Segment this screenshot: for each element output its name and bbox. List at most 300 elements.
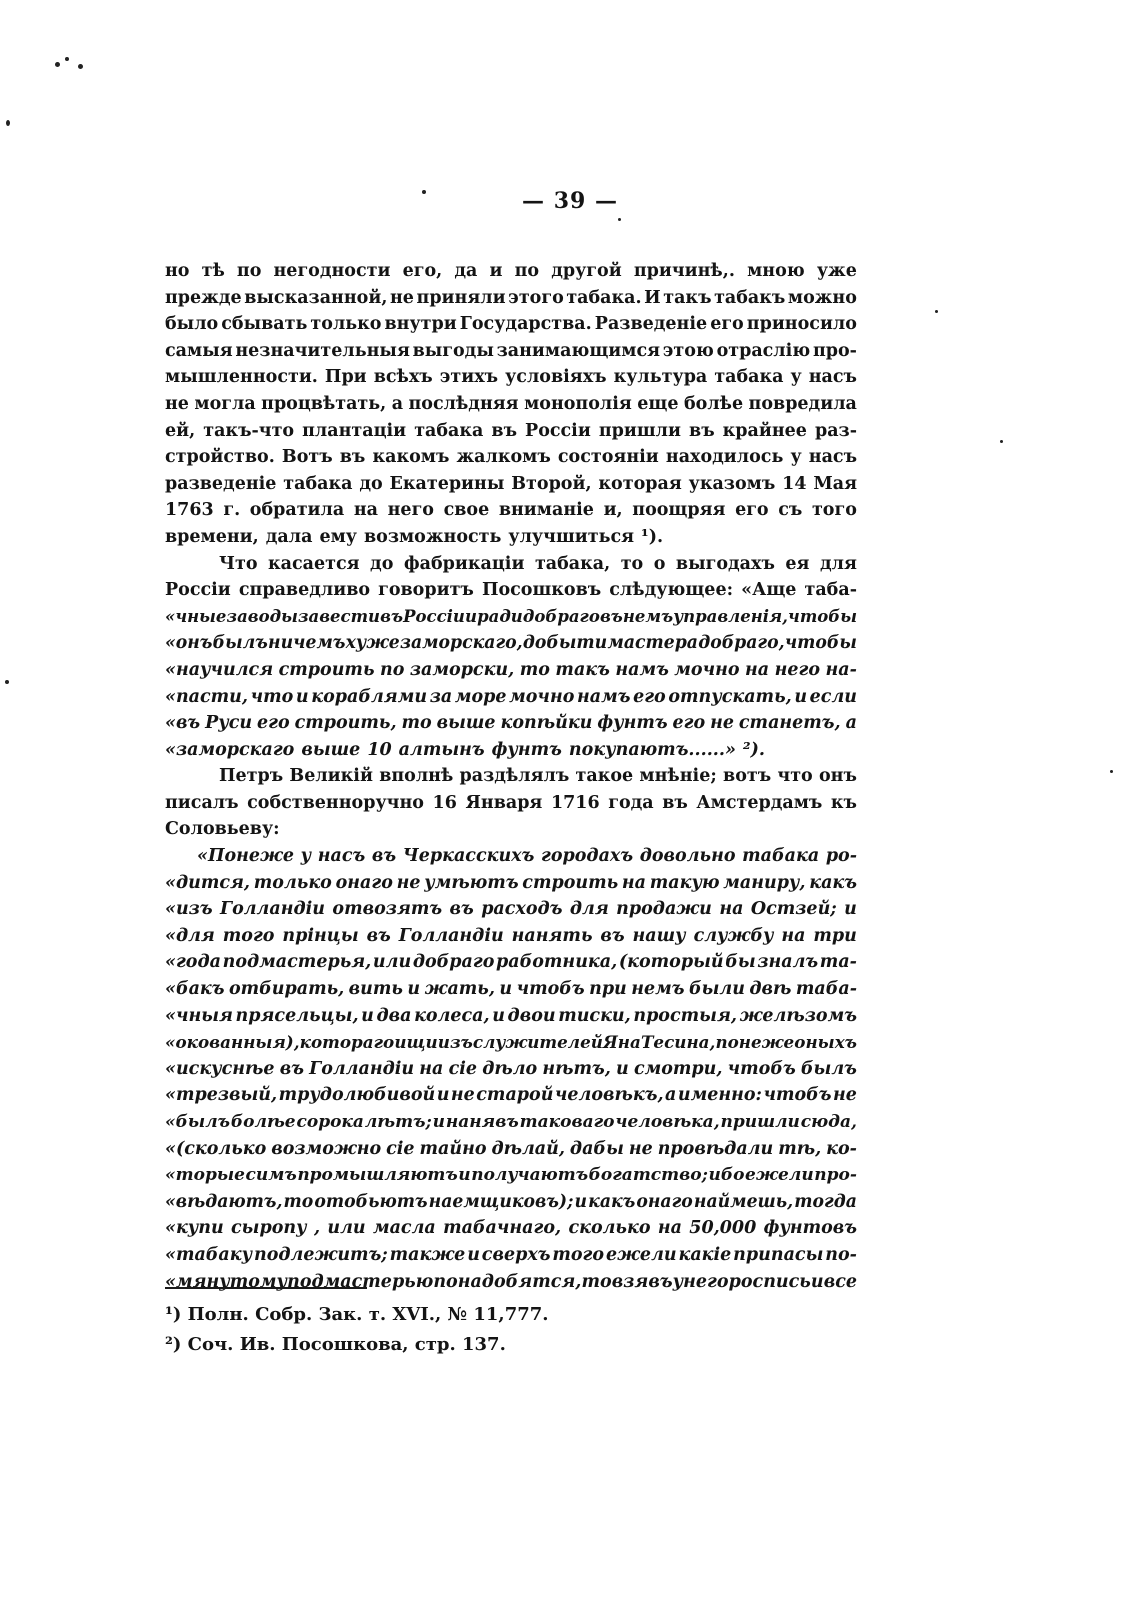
word: бы — [725, 952, 756, 973]
word: выше — [436, 713, 496, 734]
word: таба- — [804, 580, 857, 601]
word: обратила — [249, 500, 345, 521]
text-line — [165, 1029, 857, 1056]
word: «былъ — [165, 1112, 231, 1132]
word: находилось — [665, 447, 784, 468]
word: монополія — [524, 393, 632, 414]
word: отпускать, — [668, 686, 792, 707]
word: выше — [301, 739, 361, 760]
word: ему — [319, 526, 357, 547]
word: раз- — [814, 420, 857, 441]
footnote-1: ¹) Полн. Собр. Зак. т. XVI., № 11,777. — [165, 1304, 549, 1325]
word: табака — [714, 367, 784, 388]
word: городахъ — [540, 846, 634, 867]
word: жалкомъ — [456, 447, 551, 468]
word: насъ — [808, 367, 857, 388]
word: уже — [816, 261, 857, 281]
word: вниманіе — [498, 500, 594, 521]
scan-speck — [422, 190, 426, 194]
word: и — [432, 1112, 445, 1132]
word: сверхъ — [481, 1244, 551, 1265]
word: два — [376, 1005, 412, 1026]
text-line — [165, 870, 857, 897]
word: мочно — [509, 686, 575, 707]
text-line — [165, 364, 857, 391]
word: при — [589, 979, 627, 1000]
word: такъ-что — [203, 420, 295, 441]
word: условіяхъ — [505, 367, 607, 388]
word: въ — [491, 420, 517, 441]
word: чтобъ — [516, 979, 585, 1000]
word: смотри, — [633, 1058, 723, 1079]
word: ежели — [745, 1165, 814, 1186]
text-line — [165, 1136, 857, 1163]
word: но — [165, 261, 190, 281]
word: Второй, — [511, 473, 592, 494]
word: его — [633, 686, 666, 707]
word: вполнѣ — [379, 766, 454, 787]
word: масла — [372, 1218, 436, 1239]
word: него — [774, 659, 821, 680]
word: другой — [551, 261, 622, 281]
word: у — [300, 846, 312, 867]
word: подмастерью — [287, 1271, 434, 1292]
word: фунтъ — [597, 713, 668, 734]
word: немъ — [622, 606, 674, 626]
word: добраго, — [698, 633, 785, 654]
text-line — [165, 285, 857, 312]
word: заморски, — [409, 659, 515, 680]
word: былъ — [212, 633, 268, 654]
text-line — [165, 1269, 857, 1296]
word: копѣйки — [500, 713, 593, 734]
word: въ — [599, 606, 623, 626]
word: завести — [297, 606, 381, 626]
text-line — [165, 497, 857, 524]
word: двѣ — [749, 979, 792, 1000]
word: табака. — [566, 287, 642, 308]
word: «табаку — [165, 1244, 253, 1265]
word: Петръ — [219, 766, 284, 787]
word: вить — [348, 979, 403, 1000]
word: двои — [507, 1005, 556, 1026]
word: для — [819, 553, 857, 574]
text-line — [165, 551, 857, 578]
word: то — [620, 553, 644, 574]
word: пришли — [720, 1112, 800, 1132]
word: что — [777, 766, 813, 787]
word: по — [236, 261, 262, 281]
word: въ — [279, 1058, 304, 1079]
word: та- — [819, 952, 857, 973]
word: котораго — [299, 1032, 395, 1053]
word: 16 — [432, 792, 457, 813]
word: на- — [825, 659, 857, 680]
word: ищи — [394, 1032, 438, 1053]
word: на — [719, 899, 744, 920]
word: промышляютъ — [297, 1165, 458, 1186]
word: «Аще — [741, 580, 797, 601]
word: улучшиться — [508, 526, 635, 547]
word: чтобы — [784, 633, 857, 654]
scan-speck — [5, 680, 9, 684]
word: отвозятъ — [332, 899, 443, 920]
text-line — [165, 471, 857, 498]
word: еще — [637, 393, 679, 414]
word: въ — [366, 925, 391, 946]
word: «пасти, — [165, 686, 248, 707]
word: оныхъ — [794, 1032, 857, 1053]
word: не — [710, 713, 734, 734]
word: именно: — [677, 1085, 762, 1106]
word: раздѣлялъ — [459, 766, 570, 787]
word: состояніи — [557, 447, 659, 468]
word: да — [454, 261, 478, 281]
word: отбирать, — [228, 979, 345, 1000]
word: какіе — [678, 1244, 732, 1265]
word: человѣкъ, — [554, 1085, 664, 1106]
word: самыя — [165, 340, 233, 361]
word: Руси — [205, 713, 253, 734]
word: «заморскаго — [165, 739, 295, 760]
word: Россіи — [165, 580, 231, 601]
word: онаго — [335, 872, 393, 893]
word: у — [672, 1271, 684, 1292]
word: въ — [449, 899, 474, 920]
word: то — [581, 1271, 612, 1292]
word: такую — [649, 872, 720, 893]
word: разведеніе — [165, 473, 277, 494]
word: на — [419, 1058, 444, 1079]
word: его — [735, 500, 769, 521]
word: расходъ — [481, 899, 563, 920]
word: крайнее — [722, 420, 807, 441]
word: а — [391, 393, 404, 414]
word: въ — [689, 420, 715, 441]
word: чтобъ — [763, 1085, 832, 1106]
word: Соловьеву: — [165, 819, 280, 840]
word: и — [492, 1005, 505, 1026]
word: человѣка, — [615, 1112, 720, 1132]
word: Яна — [603, 1032, 641, 1053]
word: чтобы — [788, 606, 857, 626]
text-line — [165, 1162, 857, 1189]
word: возможно — [271, 1138, 382, 1159]
word: болѣе — [230, 1112, 296, 1132]
text-line — [165, 949, 857, 976]
text-line — [165, 684, 857, 711]
word: наймешь, — [693, 1191, 794, 1212]
word: и, — [603, 500, 623, 521]
word: такъ — [663, 287, 712, 308]
word: нѣтъ, — [542, 1058, 611, 1079]
scan-speck — [618, 218, 621, 221]
word: продажи — [616, 899, 712, 920]
word: на — [657, 1218, 682, 1239]
word: если — [809, 686, 857, 707]
word: наемщиковъ); — [428, 1191, 574, 1212]
word: и — [574, 1191, 588, 1212]
word: до — [359, 473, 383, 494]
word: и — [794, 686, 808, 707]
word: на — [781, 925, 806, 946]
word: припасы — [733, 1244, 824, 1265]
word: послѣдняя — [408, 393, 519, 414]
word: Мая — [813, 473, 857, 494]
word: изъ — [437, 1032, 473, 1053]
word: на — [353, 500, 378, 521]
word: «бакъ — [165, 979, 225, 1000]
word: ро- — [825, 846, 857, 867]
scan-speck — [55, 62, 60, 67]
word: прінцы — [282, 925, 359, 946]
word: «мянутому — [165, 1271, 288, 1292]
word: «(сколько — [165, 1138, 267, 1159]
word: таковаго — [519, 1112, 615, 1132]
word: отобьютъ — [314, 1191, 428, 1212]
word: ¹). — [641, 526, 664, 547]
word: таба- — [795, 979, 857, 1000]
word: онъ — [818, 766, 857, 787]
word: «для — [165, 925, 215, 946]
word: въ — [371, 846, 397, 867]
scan-speck — [1000, 440, 1003, 443]
text-line — [165, 923, 857, 950]
word: него — [683, 1271, 729, 1292]
word: нашу — [632, 925, 686, 946]
word: Посошковъ — [481, 580, 602, 601]
word: «чные — [165, 606, 227, 626]
word: насъ — [808, 447, 857, 468]
text-line — [165, 1215, 857, 1242]
word: «изъ — [165, 899, 213, 920]
word: и — [844, 899, 857, 920]
word: (который — [618, 952, 724, 973]
text-line — [165, 816, 857, 843]
word: процвѣтать, — [261, 393, 387, 414]
word: намъ — [615, 659, 669, 680]
word: 10 — [367, 739, 392, 760]
word: сыропу — [231, 1218, 307, 1239]
word: «онъ — [165, 633, 213, 654]
word: службу — [693, 925, 774, 946]
word: лѣтъ; — [364, 1112, 432, 1132]
word: занимающимся — [496, 340, 661, 361]
word: Голландіи — [219, 899, 325, 920]
word: ко- — [826, 1138, 857, 1159]
word: а — [665, 1085, 677, 1106]
text-line — [165, 524, 857, 551]
word: ибо — [708, 1165, 745, 1186]
word: высказанной, — [244, 287, 388, 308]
word: табака — [414, 420, 484, 441]
word: Россіи — [525, 420, 591, 441]
word: «научился — [165, 659, 274, 680]
word: него — [387, 500, 434, 521]
word: фунтъ — [491, 739, 562, 760]
text-line — [165, 444, 857, 471]
word: тѣ — [201, 261, 225, 281]
word: и — [436, 1085, 450, 1106]
word: взявъ — [611, 1271, 673, 1292]
word: на — [621, 872, 647, 893]
word: только — [310, 314, 382, 335]
word: его — [672, 713, 706, 734]
word: возможность — [363, 526, 502, 547]
word: того — [222, 925, 275, 946]
word: у — [790, 447, 802, 468]
word: ничемъ — [268, 633, 346, 654]
word: Великій — [289, 766, 373, 787]
word: по- — [825, 1244, 857, 1265]
word: касается — [268, 553, 360, 574]
text-line — [165, 896, 857, 923]
word: старой — [476, 1085, 554, 1106]
word: не — [833, 1085, 857, 1106]
text-line — [165, 790, 857, 817]
word: дабы — [569, 1138, 624, 1159]
word: съ — [778, 500, 803, 521]
word: въ — [339, 447, 366, 468]
word: Екатерины — [389, 473, 505, 494]
word: плантаціи — [302, 420, 407, 441]
scan-speck — [65, 57, 69, 61]
word: намъ — [576, 686, 631, 707]
word: зналъ — [757, 952, 819, 973]
word: сорока — [296, 1112, 364, 1132]
word: простыя, — [633, 1005, 737, 1026]
word: управленія, — [673, 606, 788, 626]
word: 1763 — [165, 500, 214, 521]
footnote-2: ²) Соч. Ив. Посошкова, стр. 137. — [165, 1334, 506, 1355]
word: отраслію — [716, 340, 811, 361]
word: сколько — [568, 1218, 651, 1239]
word: г. — [223, 500, 241, 521]
word: работника, — [496, 952, 618, 973]
word: можно — [787, 287, 857, 308]
word: строить — [278, 659, 375, 680]
word: строить, — [294, 713, 397, 734]
word: того — [552, 1244, 605, 1265]
word: маниру, — [723, 872, 806, 893]
word: справедливо — [238, 580, 371, 601]
word: на — [745, 659, 770, 680]
word: ежели — [605, 1244, 677, 1265]
word: которая — [598, 473, 682, 494]
word: стройство. — [165, 447, 275, 468]
word: приняли — [416, 287, 506, 308]
word: колеса, — [414, 1005, 490, 1026]
word: служителей — [472, 1032, 603, 1053]
word: внутри — [384, 314, 457, 335]
word: какъ — [588, 1191, 636, 1212]
text-line — [165, 577, 857, 604]
word: и — [295, 686, 309, 707]
word: и — [499, 979, 513, 1000]
word: въ — [380, 606, 403, 626]
word: фабрикаціи — [403, 553, 525, 574]
word: незначительныя — [235, 340, 410, 361]
word: Остзей; — [750, 899, 837, 920]
word: прясельцы, — [235, 1005, 359, 1026]
word: «чныя — [165, 1005, 233, 1026]
word: выгодахъ — [675, 553, 775, 574]
word: или — [327, 1218, 366, 1239]
word: собственноручно — [247, 792, 424, 813]
word: море — [454, 686, 507, 707]
word: приносило — [746, 314, 857, 335]
word: тѣ, — [778, 1138, 822, 1159]
word: говоритъ — [378, 580, 474, 601]
word: и — [616, 1058, 629, 1079]
word: трудолюбивой — [278, 1085, 436, 1106]
word: о — [653, 553, 666, 574]
text-line — [165, 1242, 857, 1269]
word: про- — [814, 1165, 857, 1186]
word: что — [250, 686, 294, 707]
word: 14 — [782, 473, 807, 494]
text-line — [165, 604, 857, 631]
word: «Понеже — [197, 846, 295, 867]
word: за — [429, 686, 453, 707]
text-line — [165, 657, 857, 684]
word: то — [519, 659, 550, 680]
word: довольно — [639, 846, 736, 867]
word: и — [465, 606, 477, 626]
word: какъ — [809, 872, 857, 893]
word: сбывать — [221, 314, 308, 335]
word: и — [361, 1005, 374, 1026]
word: все — [823, 1271, 857, 1292]
word: подмастерья, — [222, 952, 372, 973]
word: «вѣдаютъ, — [165, 1191, 283, 1212]
word: заводы — [226, 606, 298, 626]
word: Государства. — [459, 314, 592, 335]
word: этихъ — [439, 367, 499, 388]
word: времени, — [165, 526, 259, 547]
word: и — [467, 1244, 480, 1265]
word: мною — [747, 261, 805, 281]
scan-speck — [935, 310, 938, 313]
word: прежде — [165, 287, 242, 308]
word: указомъ — [688, 473, 776, 494]
footnotes — [165, 1300, 857, 1360]
footnote-divider — [165, 1287, 367, 1289]
word: и — [407, 979, 421, 1000]
word: Разведеніе — [594, 314, 708, 335]
body-text — [165, 258, 857, 1295]
word: въ — [600, 925, 625, 946]
text-line — [165, 1189, 857, 1216]
word: не — [165, 393, 189, 414]
word: дѣло — [482, 1058, 538, 1079]
text-line — [165, 1109, 857, 1136]
word: Черкасскихъ — [402, 846, 535, 867]
word: болѣе — [683, 393, 744, 414]
word: этою — [662, 340, 714, 361]
word: немъ — [631, 979, 685, 1000]
word: по — [379, 659, 405, 680]
word: то — [401, 713, 432, 734]
word: поощряя — [632, 500, 726, 521]
text-line — [165, 737, 857, 764]
word: Амстердамъ — [696, 792, 823, 813]
word: чтобъ — [727, 1058, 796, 1079]
text-line — [165, 1003, 857, 1030]
word: табака — [742, 846, 820, 867]
word: алтынъ — [398, 739, 485, 760]
word: такое — [575, 766, 634, 787]
